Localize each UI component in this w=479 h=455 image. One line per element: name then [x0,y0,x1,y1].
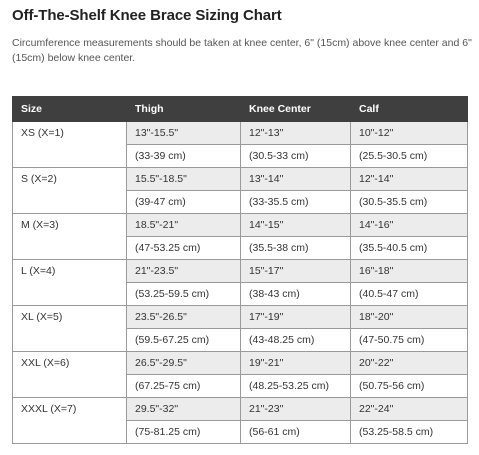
table-row [13,398,468,421]
size-label: XXXL (X=7) [13,398,127,444]
thigh-imperial: 29.5"-32" [127,398,241,421]
knee-metric: (35.5-38 cm) [241,237,351,260]
knee-metric: (33-35.5 cm) [241,191,351,214]
table-row [13,168,468,191]
table-body [13,122,468,444]
knee-imperial: 12"-13" [241,122,351,145]
calf-metric: (30.5-35.5 cm) [351,191,468,214]
thigh-imperial: 21"-23.5" [127,260,241,283]
table-row [13,306,468,329]
size-label: S (X=2) [13,168,127,214]
sizing-table [12,96,468,444]
knee-metric: (38-43 cm) [241,283,351,306]
table-row [13,260,468,283]
calf-imperial: 18"-20" [351,306,468,329]
calf-imperial: 14"-16" [351,214,468,237]
thigh-metric: (67.25-75 cm) [127,375,241,398]
knee-imperial: 19"-21" [241,352,351,375]
thigh-imperial: 23.5"-26.5" [127,306,241,329]
thigh-metric: (39-47 cm) [127,191,241,214]
table-row [13,214,468,237]
calf-metric: (25.5-30.5 cm) [351,145,468,168]
calf-imperial: 16"-18" [351,260,468,283]
size-label: M (X=3) [13,214,127,260]
size-label: L (X=4) [13,260,127,306]
size-label: XS (X=1) [13,122,127,168]
thigh-imperial: 15.5"-18.5" [127,168,241,191]
knee-imperial: 17"-19" [241,306,351,329]
thigh-imperial: 26.5"-29.5" [127,352,241,375]
knee-metric: (30.5-33 cm) [241,145,351,168]
header-size: Size [13,97,127,122]
thigh-metric: (47-53.25 cm) [127,237,241,260]
header-calf: Calf [351,97,468,122]
knee-imperial: 14"-15" [241,214,351,237]
size-label: XXL (X=6) [13,352,127,398]
calf-metric: (47-50.75 cm) [351,329,468,352]
thigh-metric: (59.5-67.25 cm) [127,329,241,352]
knee-metric: (43-48.25 cm) [241,329,351,352]
thigh-metric: (53.25-59.5 cm) [127,283,241,306]
knee-metric: (56-61 cm) [241,421,351,444]
calf-imperial: 10"-12" [351,122,468,145]
header-knee-center: Knee Center [241,97,351,122]
header-thigh: Thigh [127,97,241,122]
knee-imperial: 15"-17" [241,260,351,283]
calf-metric: (53.25-58.5 cm) [351,421,468,444]
thigh-metric: (33-39 cm) [127,145,241,168]
knee-metric: (48.25-53.25 cm) [241,375,351,398]
page-title: Off-The-Shelf Knee Brace Sizing Chart [12,7,282,24]
thigh-imperial: 13"-15.5" [127,122,241,145]
calf-metric: (50.75-56 cm) [351,375,468,398]
thigh-imperial: 18.5"-21" [127,214,241,237]
thigh-metric: (75-81.25 cm) [127,421,241,444]
calf-metric: (40.5-47 cm) [351,283,468,306]
calf-imperial: 20"-22" [351,352,468,375]
calf-metric: (35.5-40.5 cm) [351,237,468,260]
knee-imperial: 21"-23" [241,398,351,421]
calf-imperial: 22"-24" [351,398,468,421]
knee-imperial: 13"-14" [241,168,351,191]
page-subtitle: Circumference measurements should be taken at knee center, 6" (15cm) above knee center and 6" (15cm) below knee center. [12,37,472,64]
table-row [13,122,468,145]
table-header-row [13,97,468,122]
calf-imperial: 12"-14" [351,168,468,191]
size-label: XL (X=5) [13,306,127,352]
table-row [13,352,468,375]
